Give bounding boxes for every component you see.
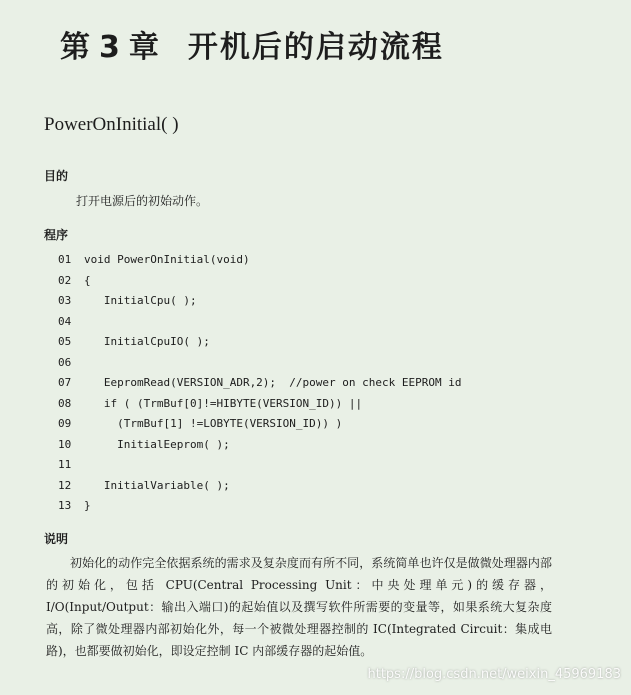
code-line (58, 332, 462, 353)
code-text: } (84, 499, 91, 512)
purpose-text: 打开电源后的初始动作。 (76, 194, 209, 208)
line-number: 01 (58, 253, 72, 266)
description-heading: 说明 (44, 532, 69, 546)
chapter-suffix: 章 (128, 30, 160, 65)
line-number: 11 (58, 458, 72, 471)
code-line (58, 312, 462, 333)
watermark-url: https://blog.csdn.net/weixin_45969183 (367, 667, 621, 682)
code-line (58, 291, 462, 312)
program-heading: 程序 (44, 228, 69, 242)
chapter-number: 3 (99, 30, 121, 65)
line-number: 05 (58, 335, 72, 348)
code-line (58, 414, 462, 435)
line-number: 04 (58, 314, 72, 328)
line-number: 08 (58, 396, 72, 410)
code-listing (58, 250, 462, 517)
code-line (58, 394, 462, 415)
code-line (58, 250, 462, 271)
function-name: PowerOnInitial( ) (44, 114, 179, 135)
code-text: { (84, 273, 91, 287)
line-number: 07 (58, 376, 72, 389)
chapter-heading (60, 22, 444, 66)
code-text: (TrmBuf[1] !=LOBYTE(VERSION_ID)) ) (84, 417, 343, 430)
code-text: EepromRead(VERSION_ADR,2); //power on check EEPROM id (84, 376, 462, 389)
code-line (58, 373, 462, 394)
code-text: if ( (TrmBuf[0]!=HIBYTE(VERSION_ID)) || (84, 396, 363, 410)
code-text: InitialVariable( ); (84, 478, 230, 492)
code-text: InitialCpuIO( ); (84, 335, 210, 348)
line-number: 13 (58, 499, 72, 512)
code-text: InitialEeprom( ); (84, 437, 230, 451)
code-text: InitialCpu( ); (84, 294, 197, 307)
description-body (46, 552, 552, 662)
code-line (58, 353, 462, 374)
line-number: 12 (58, 478, 72, 492)
description-paragraph: 初始化的动作完全依据系统的需求及复杂度而有所不同，系统简单也许仅是做微处理器内部的初始化，包括 CPU(Central Processing Unit：中央处理单元)的缓存器，I/O(Input/Output：输出入端口)的起始值以及撰写软件所需要的变量等，如果系统大复杂度高，除了微处理器内部初始化外，每一个被微处理器控制的 IC(Integrated Circuit：集成电路)，也都要做初始化，即设定控制 IC 内部缓存器的起始值。 (46, 556, 552, 658)
line-number: 09 (58, 417, 72, 430)
code-line (58, 476, 462, 497)
chapter-title: 开机后的启动流程 (187, 30, 444, 65)
code-line (58, 271, 462, 292)
code-text: void PowerOnInitial(void) (84, 253, 250, 266)
purpose-heading: 目的 (44, 169, 69, 183)
line-number: 03 (58, 294, 72, 307)
line-number: 10 (58, 437, 72, 451)
code-line (58, 435, 462, 456)
chapter-label: 第 (60, 30, 91, 65)
code-line (58, 496, 462, 517)
code-line (58, 455, 462, 476)
line-number: 06 (58, 355, 72, 369)
line-number: 02 (58, 273, 72, 287)
